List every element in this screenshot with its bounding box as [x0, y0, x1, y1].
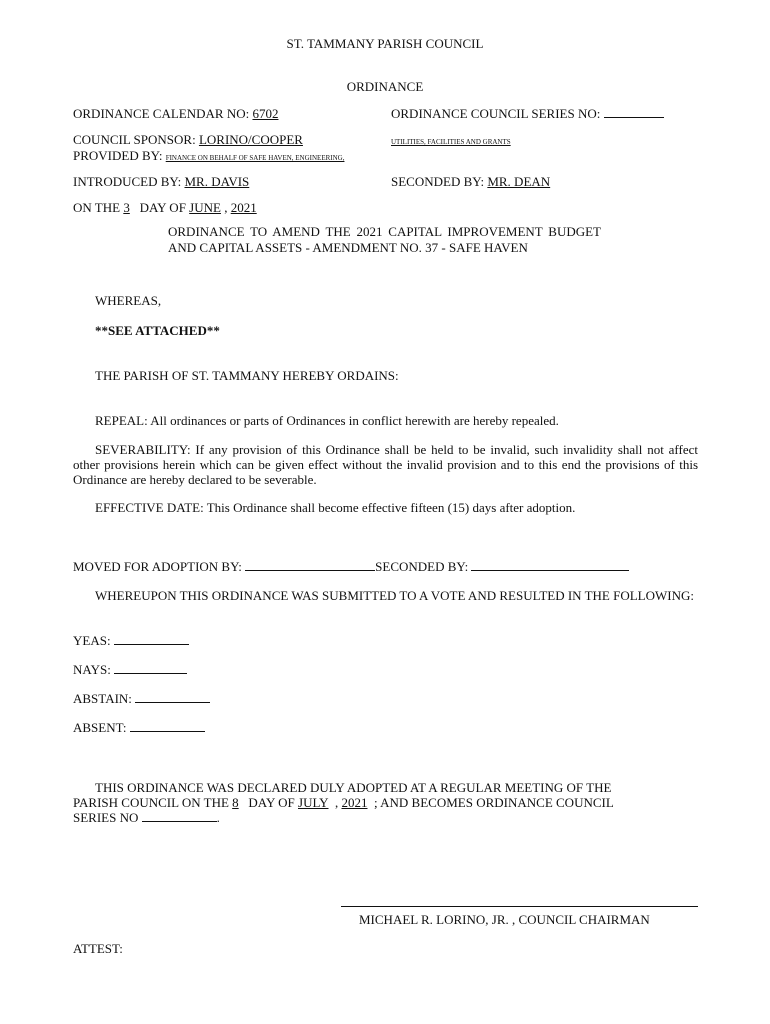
moved-label: MOVED FOR ADOPTION BY: [73, 559, 242, 574]
nays-row [73, 662, 187, 678]
provided-value: FINANCE ON BEHALF OF SAFE HAVEN, ENGINEERING, [165, 154, 345, 162]
nays-label: NAYS: [73, 662, 111, 677]
ordinance-title: ORDINANCE TO AMEND THE 2021 CAPITAL IMPROVEMENT BUDGET AND CAPITAL ASSETS - AMENDMENT NO. 37 - SAFE HAVEN [168, 224, 601, 255]
date-sep: , [224, 200, 228, 215]
introduction-date [73, 200, 257, 216]
series-label: ORDINANCE COUNCIL SERIES NO: [391, 106, 601, 121]
chairman-name: MICHAEL R. LORINO, JR. , COUNCIL CHAIRMAN [359, 912, 650, 927]
introduced-label: INTRODUCED BY: [73, 174, 182, 189]
series-row [391, 106, 664, 122]
see-attached: **SEE ATTACHED** [95, 323, 220, 338]
council-title: ST. TAMMANY PARISH COUNCIL [286, 36, 484, 51]
moved-blank [245, 559, 375, 571]
adopted-line1: THIS ORDINANCE WAS DECLARED DULY ADOPTED AT A REGULAR MEETING OF THE [95, 780, 612, 795]
severability-clause: SEVERABILITY: If any provision of this Ordinance shall be held to be invalid, such invalidity shall not affect other provisions herein which can be given effect without the invalid provision and to this end the provisions of this Ordinance are hereby declared to be severable. [73, 442, 698, 487]
moved-seconded-blank [471, 559, 629, 571]
calendar-row [73, 106, 278, 122]
yeas-row [73, 633, 189, 649]
ordains-clause: THE PARISH OF ST. TAMMANY HEREBY ORDAINS: [95, 368, 399, 383]
adopted-mid: DAY OF [248, 795, 295, 810]
adopted-month: JULY [298, 795, 329, 810]
adopted-sep: , [335, 795, 339, 810]
abstain-label: ABSTAIN: [73, 691, 132, 706]
seconded-label: SECONDED BY: [391, 174, 485, 189]
sponsor-label: COUNCIL SPONSOR: [73, 132, 196, 147]
adopted-year: 2021 [341, 795, 368, 810]
introduced-row [73, 174, 249, 190]
introduced-value: MR. DAVIS [184, 174, 250, 189]
yeas-blank [114, 633, 189, 645]
moved-for-adoption-row [73, 559, 629, 575]
seconded-value: MR. DEAN [487, 174, 551, 189]
series-blank [604, 106, 664, 118]
adopted-prefix: PARISH COUNCIL ON THE [73, 795, 229, 810]
date-month: JUNE [189, 200, 221, 215]
whereupon-clause: WHEREUPON THIS ORDINANCE WAS SUBMITTED TO A VOTE AND RESULTED IN THE FOLLOWING: [95, 588, 694, 603]
nays-blank [114, 662, 187, 674]
yeas-label: YEAS: [73, 633, 111, 648]
date-year: 2021 [230, 200, 257, 215]
adopted-suffix: ; AND BECOMES ORDINANCE COUNCIL [374, 795, 614, 810]
abstain-blank [135, 691, 210, 703]
effective-date-clause: EFFECTIVE DATE: This Ordinance shall become effective fifteen (15) days after adoption. [95, 500, 576, 515]
adopted-series-blank [142, 810, 217, 822]
date-day: 3 [123, 200, 130, 215]
sponsor-row [73, 132, 303, 148]
attest-label: ATTEST: [73, 941, 123, 956]
adopted-line2 [73, 795, 614, 811]
calendar-label: ORDINANCE CALENDAR NO: [73, 106, 250, 121]
document-type: ORDINANCE [346, 79, 424, 94]
sponsor-value: LORINO/COOPER [198, 132, 303, 147]
whereas: WHEREAS, [95, 293, 162, 308]
provided-label: PROVIDED BY: [73, 148, 163, 163]
date-mid: DAY OF [139, 200, 186, 215]
repeal-clause: REPEAL: All ordinances or parts of Ordinances in conflict herewith are hereby repealed. [95, 413, 559, 428]
provided-row [73, 148, 344, 164]
adopted-period: . [216, 810, 220, 825]
seconded-row [391, 174, 550, 190]
adopted-day: 8 [232, 795, 239, 810]
sponsor-committee: UTILITIES, FACILITIES AND GRANTS [391, 138, 511, 146]
abstain-row [73, 691, 210, 707]
signature-line [341, 906, 698, 907]
absent-label: ABSENT: [73, 720, 127, 735]
adopted-series-label: SERIES NO [73, 810, 139, 825]
absent-row [73, 720, 205, 736]
adopted-line3 [73, 810, 220, 826]
absent-blank [130, 720, 205, 732]
moved-seconded-label: SECONDED BY: [375, 559, 469, 574]
date-prefix: ON THE [73, 200, 121, 215]
calendar-number: 6702 [252, 106, 279, 121]
